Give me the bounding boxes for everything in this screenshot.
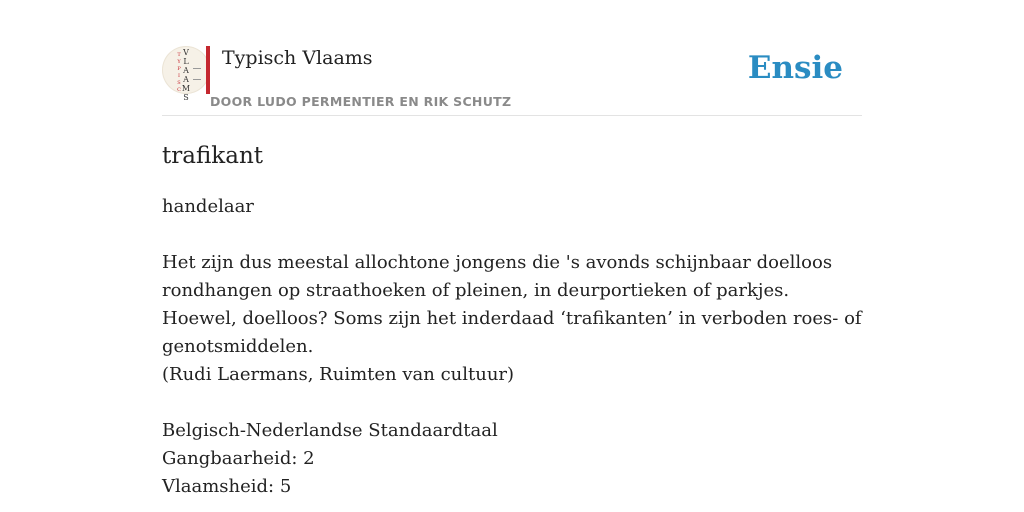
- entry-header: [162, 40, 862, 116]
- entry-vlaamsheid: Vlaamsheid: 5: [162, 476, 292, 497]
- entry-card: [162, 40, 862, 501]
- logo-red-letters: T Y P I S C: [177, 52, 181, 93]
- spacer: [162, 389, 862, 417]
- entry-source: (Rudi Laermans, Ruimten van cultuur): [162, 364, 515, 385]
- entry-example: Het zijn dus meestal allochtone jongens die 's avonds schijnbaar doelloos rondhangen op straathoeken of pleinen, in deurportieken of parkjes. Hoewel, doelloos? Soms zijn het inderdaad ‘trafikanten’ in verboden roes- of genotsmiddelen.: [162, 252, 862, 357]
- entry-definition: handelaar: [162, 196, 254, 217]
- logo-letters: V L A A M S: [181, 48, 191, 102]
- entry-gangbaarheid: Gangbaarheid: 2: [162, 448, 315, 469]
- blog-title[interactable]: Typisch Vlaams: [222, 47, 373, 69]
- logo-lines: [193, 68, 201, 80]
- entry-content: [162, 193, 862, 501]
- blog-logo[interactable]: [162, 46, 210, 102]
- entry-word: trafikant: [162, 143, 263, 169]
- ensie-brand-logo[interactable]: Ensie: [747, 50, 843, 86]
- blog-authors: DOOR LUDO PERMENTIER EN RIK SCHUTZ: [210, 94, 512, 109]
- spacer: [162, 221, 862, 249]
- entry-language-register: Belgisch-Nederlandse Standaardtaal: [162, 420, 498, 441]
- logo-stripe: [206, 46, 210, 94]
